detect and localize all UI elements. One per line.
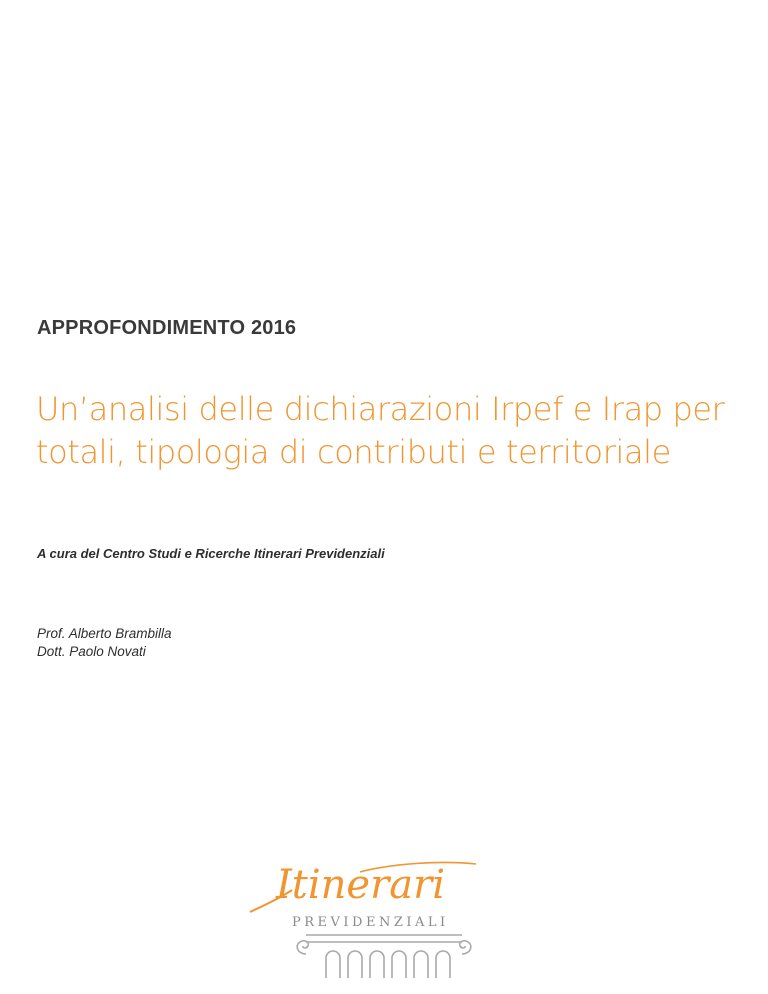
author-name: Dott. Paolo Novati xyxy=(37,644,146,659)
authors-block xyxy=(37,625,172,661)
author-name: Prof. Alberto Brambilla xyxy=(37,626,172,641)
document-credit: A cura del Centro Studi e Ricerche Itinerari Previdenziali xyxy=(37,546,385,561)
document-kicker: APPROFONDIMENTO 2016 xyxy=(37,317,297,339)
logo-wordmark: Itinerari xyxy=(276,862,445,908)
logo-subtitle: PREVIDENZIALI xyxy=(292,915,449,930)
document-title: Un’analisi delle dichiarazioni Irpef e Irap per totali, tipologia di contributi e territoriale xyxy=(36,390,725,471)
itinerari-logo xyxy=(240,850,490,980)
ionic-column-capital-icon xyxy=(297,935,471,978)
